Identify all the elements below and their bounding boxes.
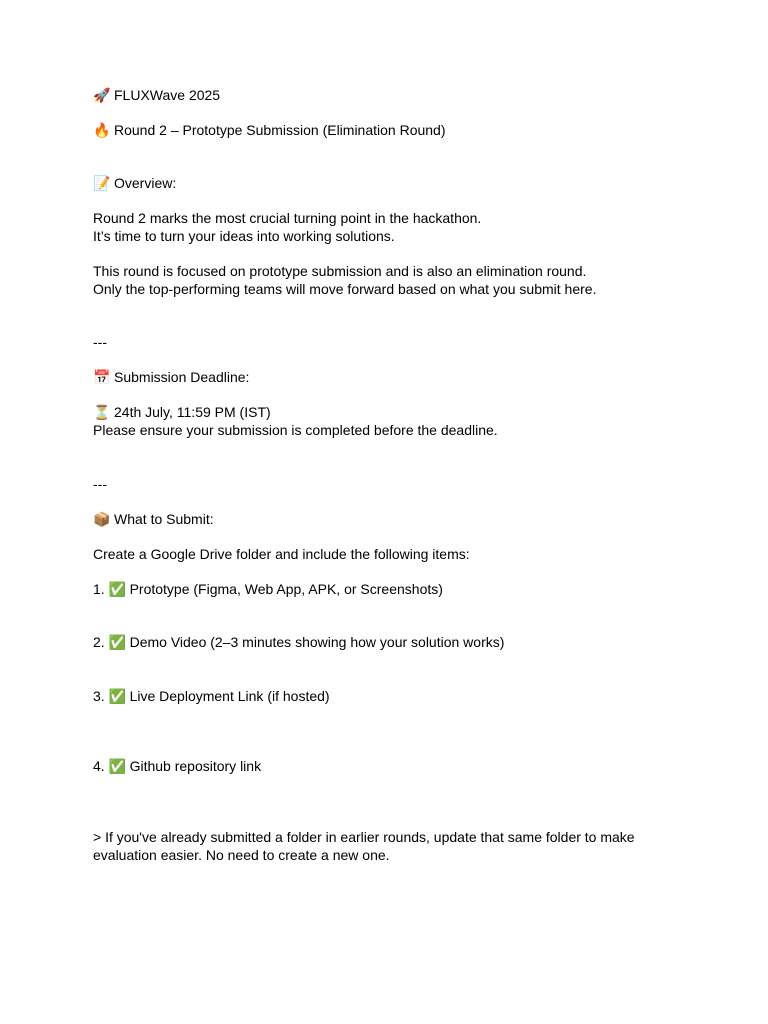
deadline-date xyxy=(93,403,271,421)
memo-icon: 📝 xyxy=(93,176,111,192)
rocket-icon: 🚀 xyxy=(93,88,111,104)
check-mark-icon: ✅ xyxy=(108,759,127,775)
round-heading xyxy=(93,121,446,139)
list-item-number: 2. xyxy=(93,634,105,650)
round-heading-text: Round 2 – Prototype Submission (Elimination Round) xyxy=(114,122,446,138)
deadline-heading xyxy=(93,368,249,386)
list-item xyxy=(93,633,504,651)
closing-note: > If you've already submitted a folder in earlier rounds, update that same folder to make evaluation easier. No need to create a new one. xyxy=(93,829,635,863)
overview-paragraph-1-line-1: Round 2 marks the most crucial turning point in the hackathon. xyxy=(93,210,482,226)
list-item-number: 1. xyxy=(93,581,105,597)
list-item-text: Demo Video (2–3 minutes showing how your solution works) xyxy=(129,634,505,650)
deadline-date-text: 24th July, 11:59 PM (IST) xyxy=(114,404,271,420)
calendar-icon: 📅 xyxy=(93,370,111,386)
list-item-number: 3. xyxy=(93,688,105,704)
list-item-text: Github repository link xyxy=(129,758,262,774)
fire-icon: 🔥 xyxy=(93,123,111,139)
check-mark-icon: ✅ xyxy=(108,582,127,598)
list-item-text: Live Deployment Link (if hosted) xyxy=(129,688,330,704)
deadline-note: Please ensure your submission is completed before the deadline. xyxy=(93,422,498,438)
overview-paragraph-2-line-2: Only the top-performing teams will move forward based on what you submit here. xyxy=(93,281,597,297)
title-text: FLUXWave 2025 xyxy=(114,87,221,103)
check-mark-icon: ✅ xyxy=(108,635,127,651)
list-item-number: 4. xyxy=(93,758,105,774)
overview-paragraph-1-line-2: It’s time to turn your ideas into working solutions. xyxy=(93,228,395,244)
overview-heading-text: Overview: xyxy=(114,175,177,191)
list-item xyxy=(93,580,443,598)
overview-paragraph-2-line-1: This round is focused on prototype submission and is also an elimination round. xyxy=(93,263,587,279)
list-item-text: Prototype (Figma, Web App, APK, or Screenshots) xyxy=(129,581,443,597)
submit-intro: Create a Google Drive folder and include the following items: xyxy=(93,546,470,562)
separator-1: --- xyxy=(93,334,107,350)
submit-heading-text: What to Submit: xyxy=(114,511,214,527)
check-mark-icon: ✅ xyxy=(108,689,127,705)
package-icon: 📦 xyxy=(93,512,111,528)
separator-2: --- xyxy=(93,476,107,492)
submit-heading xyxy=(93,510,214,528)
overview-heading xyxy=(93,174,176,192)
hourglass-icon: ⏳ xyxy=(93,405,111,421)
deadline-heading-text: Submission Deadline: xyxy=(114,369,250,385)
document-title xyxy=(93,86,220,104)
list-item xyxy=(93,687,330,705)
list-item xyxy=(93,757,261,775)
